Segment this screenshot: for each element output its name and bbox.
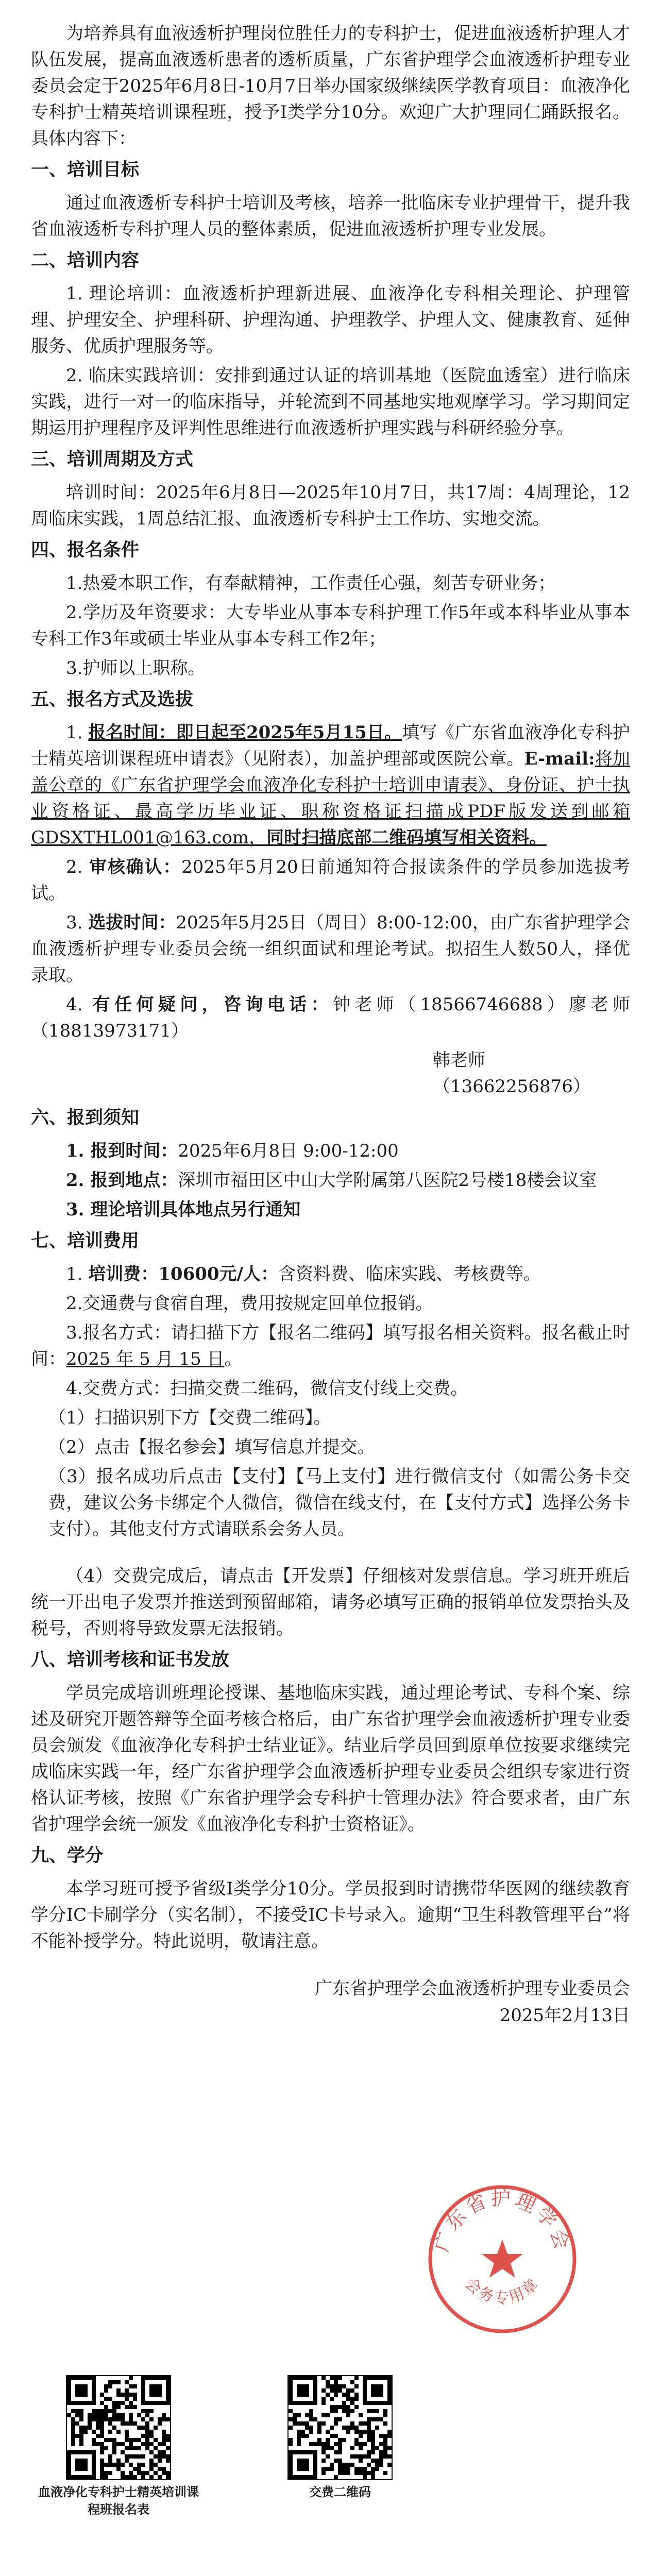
signature-date: 2025年2月13日 [499,2005,630,2026]
registration-method: 3.报名方式：请扫描下方【报名二维码】填写报名相关资料。报名截止时间： [31,1323,630,1369]
section-9-text: 本学习班可授予省级Ⅰ类学分10分。学员报到时请携带华医网的继续教育学分IC卡刷学分（实名制），不接受IC卡号录入。逾期“卫生科教管理平台”将不能补授学分。特此说明，敬请注意。 [31,1878,630,1952]
fee-includes: 含资料费、临床实践、考核费等。 [278,1264,541,1284]
section-2-item-2: 2. 临床实践培训：安排到通过认证的培训基地（医院血透室）进行临床实践，进行一对一的临床指导，并轮流到不同基地实地观摩学习。学习期间定期运用护理程序及评判性思维进行血液透析护理实践与科研经验分享。 [31,365,630,438]
section-7-item-3 [31,1320,630,1372]
section-3-text: 培训时间：2025年6月8日—2025年10月7日，共17周：4周理论，12周临床实践，1周总结汇报、血液透析专科护士工作坊、实地交流。 [31,482,630,529]
section-5-item-4 [31,992,630,1044]
section-6-item-1 [31,1138,630,1164]
section-2-item-1: 1. 理论培训：血液透析护理新进展、血液净化专科相关理论、护理管理、护理安全、护理科研、护理沟通、护理教学、护理人文、健康教育、延伸服务、优质护理服务等。 [31,283,630,357]
section-6-item-2 [31,1167,630,1194]
section-1-title: 一、培训目标 [31,160,140,180]
registration-qr-code[interactable] [66,2375,171,2480]
payment-step-4: （4）交费完成后，请点击【开发票】仔细核对发票信息。学习班开班后统一开出电子发票并推送到预留邮箱，请务必填写正确的报销单位发票抬头及税号，否则将导致发票无法报销。 [31,1566,630,1639]
intro-paragraph: 为培养具有血液透析护理岗位胜任力的专科护士，促进血液透析护理人才队伍发展，提高血液透析患者的透析质量，广东省护理学会血液透析护理专业委员会定于2025年6月8日-10月7日举办国家级继续医学教育项目：血液净化专科护士精英培训课程班，授予Ⅰ类学分10分。欢迎广大护理同仁踊跃报名。具体内容下： [31,23,630,149]
item-number: 2. [66,857,90,877]
notice-content [31,21,630,2029]
section-5-item-3 [31,910,630,989]
section-4-title: 四、报名条件 [31,540,140,561]
review-text: 2025年5月20日前通知符合报读条件的学员参加选拔考试。 [31,857,631,904]
report-location-text: 深圳市福田区中山大学附属第八医院2号楼18楼会议室 [178,1170,597,1191]
section-9-title: 九、学分 [31,1845,104,1866]
section-8-title: 八、培训考核和证书发放 [31,1650,230,1670]
payment-step-3: （3）报名成功后点击【支付】【马上支付】进行微信支付（如需公务卡交费，建议公务卡绑定个人微信，微信在线支付，在【支付方式】选择公务卡支付）。其他支付方式请联系会务人员。 [48,1466,630,1539]
section-5-title: 五、报名方式及选拔 [31,689,194,710]
fee-amount: 培训费：10600元/人： [88,1264,278,1284]
item-number: 4. [66,994,93,1015]
report-location-label: 2. 报到地点： [66,1170,178,1191]
section-7-item-2: 2.交通费与食宿自理，费用按规定回单位报销。 [66,1293,433,1314]
payment-step-1: （1）扫描识别下方【交费二维码】。 [48,1408,331,1428]
item-number: 1. [66,1264,89,1284]
section-5-item-2 [31,854,630,907]
section-1-text: 通过血液透析专科护士培训及考核，培养一批临床专业护理骨干，提升我省血液透析专科护理人员的整体素质，促进血液透析护理专业发展。 [31,193,630,240]
section-4-item-1: 1.热爱本职工作，有奉献精神，工作责任心强，刻苦专研业务； [66,573,556,594]
section-7-item-4: 4.交费方式：扫描交费二维码，微信支付线上交费。 [66,1378,468,1399]
report-time-label: 1. 报到时间： [66,1141,178,1161]
email-instruction-link[interactable]: 将加盖公章的《广东省护理学会血液净化专科护士培训申请表》、身份证、护士执业资格证、最高学历毕业证、职称资格证扫描成PDF版发送到邮箱GDSXTHL001@163.com， [31,749,631,848]
item-number: 3. [66,912,89,933]
contact-phone-han: 韩老师（13662256876） [433,1050,590,1097]
signature-organization: 广东省护理学会血液透析护理专业委员会 [315,1978,630,1999]
section-6-title: 六、报到须知 [31,1108,140,1128]
section-5-item-1 [31,720,630,851]
section-7-title: 七、培训费用 [31,1231,140,1251]
section-4-item-3: 3.护师以上职称。 [66,658,206,679]
selection-time-label: 选拔时间： [88,912,176,933]
section-3-title: 三、培训周期及方式 [31,449,194,470]
svg-text:会务专用章: 会务专用章 [461,2274,544,2308]
payment-qr-code[interactable] [287,2375,393,2480]
qr-instruction: 同时扫描底部二维码填写相关资料。 [266,827,547,848]
svg-text:广东省护理学会: 广东省护理学会 [430,2187,575,2255]
payment-qr-block [258,2375,422,2501]
review-label: 审核确认： [89,857,182,877]
registration-deadline: 报名时间：即日起至2025年5月15日。 [88,722,402,743]
payment-step-2: （2）点击【报名参会】填写信息并提交。 [48,1437,375,1458]
selection-time-text: 2025年5月25日（周日）8:00-12:00，由广东省护理学会血液透析护理专业委员会统一组织面试和理论考试。拟招生人数50人，择优录取。 [31,912,631,986]
email-label: E-mail: [524,749,595,769]
punctuation: 。 [224,1349,242,1369]
registration-qr-caption: 血液净化专科护士精英培训课程班报名表 [38,2485,199,2517]
contact-phones: 钟老师（18566746688）廖老师（18813973171） [31,994,631,1041]
application-instruction: 填写《广东省血液净化专科护士精英培训课程班申请表》（见附表），加盖护理部或医院公章。 [31,722,630,769]
section-7-item-1 [31,1261,630,1287]
section-4-item-2: 2.学历及年资要求：大专毕业从事本专科护理工作5年或本科毕业从事本专科工作3年或硕士毕业从事本专科工作2年； [31,602,630,649]
contact-label: 有任何疑问，咨询电话： [92,994,333,1015]
item-number: 1. [66,722,89,743]
signature-block [31,1975,630,2029]
section-2-title: 二、培训内容 [31,250,140,271]
report-time-text: 2025年6月8日 9:00-12:00 [178,1141,399,1161]
payment-qr-caption: 交费二维码 [309,2485,371,2499]
registration-deadline-date: 2025 年 5 月 15 日 [66,1349,225,1369]
registration-qr-block [36,2375,201,2518]
section-6-item-3: 3. 理论培训具体地点另行通知 [66,1199,301,1220]
section-8-text: 学员完成培训班理论授课、基地临床实践，通过理论考试、专科个案、综述及研究开题答辩等全面考核合格后，由广东省护理学会血液透析护理专业委员会颁发《血液净化专科护士结业证》。结业后学员回到原单位按要求继续完成临床实践一年，经广东省护理学会血液透析护理专业委员会组织专家进行资格认证考核，按照《广东省护理学会专科护士管理办法》符合要求者，由广东省护理学会统一颁发《血液净化专科护士资格证》。 [31,1683,630,1835]
official-seal-stamp [425,2182,580,2336]
